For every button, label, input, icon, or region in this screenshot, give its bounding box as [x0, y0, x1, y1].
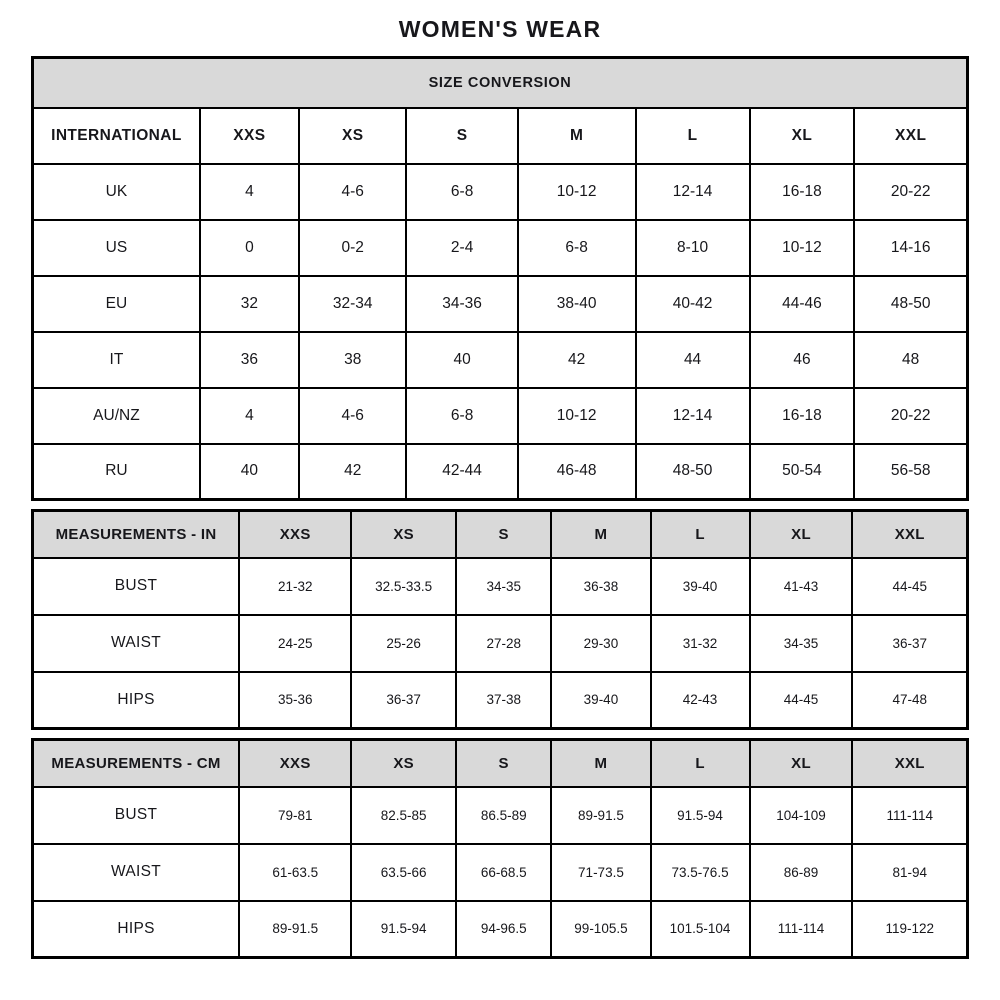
- table-cell: 35-36: [239, 672, 351, 729]
- table-cell: 21-32: [239, 558, 351, 615]
- table-cell: 79-81: [239, 787, 351, 844]
- column-header: XXS: [200, 108, 299, 164]
- table-title: SIZE CONVERSION: [33, 58, 968, 108]
- table-cell: 31-32: [651, 615, 750, 672]
- size-conversion-table: [31, 56, 969, 501]
- table-cell: 8-10: [636, 220, 750, 276]
- table-cell: 16-18: [750, 164, 855, 220]
- table-cell: 48-50: [854, 276, 967, 332]
- table-cell: 36-38: [551, 558, 650, 615]
- table-cell: 10-12: [750, 220, 855, 276]
- table-cell: 25-26: [351, 615, 456, 672]
- table-cell: 86-89: [750, 844, 853, 901]
- column-header: XXL: [852, 740, 967, 787]
- table-cell: 6-8: [406, 164, 517, 220]
- table-cell: 40-42: [636, 276, 750, 332]
- table-cell: 82.5-85: [351, 787, 456, 844]
- table-cell: 4: [200, 164, 299, 220]
- table-row: [33, 844, 968, 901]
- table-cell: 6-8: [518, 220, 636, 276]
- row-label: AU/NZ: [33, 388, 200, 444]
- table-cell: 32-34: [299, 276, 407, 332]
- row-label: IT: [33, 332, 200, 388]
- column-header: XXS: [239, 740, 351, 787]
- table-cell: 10-12: [518, 164, 636, 220]
- table-row: [33, 332, 968, 388]
- table-cell: 91.5-94: [651, 787, 750, 844]
- column-header: S: [456, 511, 551, 558]
- table-row: [33, 220, 968, 276]
- table-cell: 89-91.5: [551, 787, 650, 844]
- table-cell: 14-16: [854, 220, 967, 276]
- table-cell: 91.5-94: [351, 901, 456, 958]
- column-header: L: [636, 108, 750, 164]
- row-label: US: [33, 220, 200, 276]
- table-row: [33, 276, 968, 332]
- table-cell: 38-40: [518, 276, 636, 332]
- table-cell: 38: [299, 332, 407, 388]
- table-cell: 50-54: [750, 444, 855, 500]
- table-cell: 6-8: [406, 388, 517, 444]
- table-cell: 39-40: [651, 558, 750, 615]
- table-cell: 24-25: [239, 615, 351, 672]
- table-row: [33, 164, 968, 220]
- table-cell: 63.5-66: [351, 844, 456, 901]
- row-label: BUST: [33, 787, 240, 844]
- table-cell: 0: [200, 220, 299, 276]
- table-cell: 42: [299, 444, 407, 500]
- column-header: S: [456, 740, 551, 787]
- row-label: HIPS: [33, 901, 240, 958]
- table-row: [33, 444, 968, 500]
- column-header-row: [33, 511, 968, 558]
- table-cell: 101.5-104: [651, 901, 750, 958]
- table-cell: 36-37: [351, 672, 456, 729]
- table-cell: 71-73.5: [551, 844, 650, 901]
- row-label: EU: [33, 276, 200, 332]
- table-cell: 37-38: [456, 672, 551, 729]
- table-cell: 34-35: [750, 615, 853, 672]
- table-cell: 32.5-33.5: [351, 558, 456, 615]
- table-cell: 4-6: [299, 164, 407, 220]
- table-cell: 73.5-76.5: [651, 844, 750, 901]
- table-cell: 20-22: [854, 388, 967, 444]
- table-cell: 40: [200, 444, 299, 500]
- table-cell: 27-28: [456, 615, 551, 672]
- table-cell: 56-58: [854, 444, 967, 500]
- column-header: XL: [750, 511, 853, 558]
- table-cell: 36: [200, 332, 299, 388]
- row-label: BUST: [33, 558, 240, 615]
- table-title: MEASUREMENTS - CM: [33, 740, 240, 787]
- table-cell: 2-4: [406, 220, 517, 276]
- table-cell: 12-14: [636, 388, 750, 444]
- column-header: XXS: [239, 511, 351, 558]
- measurements-cm-table: [31, 738, 969, 959]
- table-cell: 44: [636, 332, 750, 388]
- table-cell: 119-122: [852, 901, 967, 958]
- column-header: XXL: [852, 511, 967, 558]
- column-header: S: [406, 108, 517, 164]
- measurements-in-table: [31, 509, 969, 730]
- row-label: UK: [33, 164, 200, 220]
- table-cell: 4: [200, 388, 299, 444]
- table-cell: 42-43: [651, 672, 750, 729]
- column-header: M: [518, 108, 636, 164]
- table-cell: 111-114: [852, 787, 967, 844]
- table-title: MEASUREMENTS - IN: [33, 511, 240, 558]
- table-cell: 111-114: [750, 901, 853, 958]
- table-row: [33, 388, 968, 444]
- table-cell: 44-45: [852, 558, 967, 615]
- table-cell: 42: [518, 332, 636, 388]
- column-header: XS: [299, 108, 407, 164]
- table-row: [33, 901, 968, 958]
- page-title: WOMEN'S WEAR: [398, 16, 602, 42]
- table-row: [33, 558, 968, 615]
- column-header: XL: [750, 108, 855, 164]
- table-cell: 39-40: [551, 672, 650, 729]
- table-cell: 104-109: [750, 787, 853, 844]
- table-cell: 61-63.5: [239, 844, 351, 901]
- row-label: HIPS: [33, 672, 240, 729]
- table-cell: 46-48: [518, 444, 636, 500]
- table-cell: 47-48: [852, 672, 967, 729]
- table-cell: 94-96.5: [456, 901, 551, 958]
- table-cell: 48: [854, 332, 967, 388]
- row-label: WAIST: [33, 844, 240, 901]
- table-cell: 81-94: [852, 844, 967, 901]
- table-cell: 86.5-89: [456, 787, 551, 844]
- row-label: WAIST: [33, 615, 240, 672]
- table-cell: 89-91.5: [239, 901, 351, 958]
- table-cell: 12-14: [636, 164, 750, 220]
- table-cell: 42-44: [406, 444, 517, 500]
- column-header: XS: [351, 511, 456, 558]
- table-cell: 48-50: [636, 444, 750, 500]
- column-header: M: [551, 511, 650, 558]
- table-cell: 66-68.5: [456, 844, 551, 901]
- column-header: XL: [750, 740, 853, 787]
- table-cell: 32: [200, 276, 299, 332]
- table-cell: 40: [406, 332, 517, 388]
- table-cell: 44-45: [750, 672, 853, 729]
- column-header: XS: [351, 740, 456, 787]
- column-header: L: [651, 740, 750, 787]
- column-header: L: [651, 511, 750, 558]
- table-cell: 41-43: [750, 558, 853, 615]
- table-cell: 44-46: [750, 276, 855, 332]
- table-title-row: [33, 58, 968, 108]
- column-header-row: [33, 740, 968, 787]
- column-header: INTERNATIONAL: [33, 108, 200, 164]
- column-header: XXL: [854, 108, 967, 164]
- table-cell: 10-12: [518, 388, 636, 444]
- table-cell: 34-35: [456, 558, 551, 615]
- row-label: RU: [33, 444, 200, 500]
- table-cell: 34-36: [406, 276, 517, 332]
- table-cell: 46: [750, 332, 855, 388]
- table-cell: 16-18: [750, 388, 855, 444]
- table-cell: 0-2: [299, 220, 407, 276]
- table-row: [33, 672, 968, 729]
- table-cell: 20-22: [854, 164, 967, 220]
- table-cell: 29-30: [551, 615, 650, 672]
- table-cell: 4-6: [299, 388, 407, 444]
- table-cell: 99-105.5: [551, 901, 650, 958]
- table-row: [33, 787, 968, 844]
- table-cell: 36-37: [852, 615, 967, 672]
- column-header: M: [551, 740, 650, 787]
- table-row: [33, 615, 968, 672]
- column-header-row: [33, 108, 968, 164]
